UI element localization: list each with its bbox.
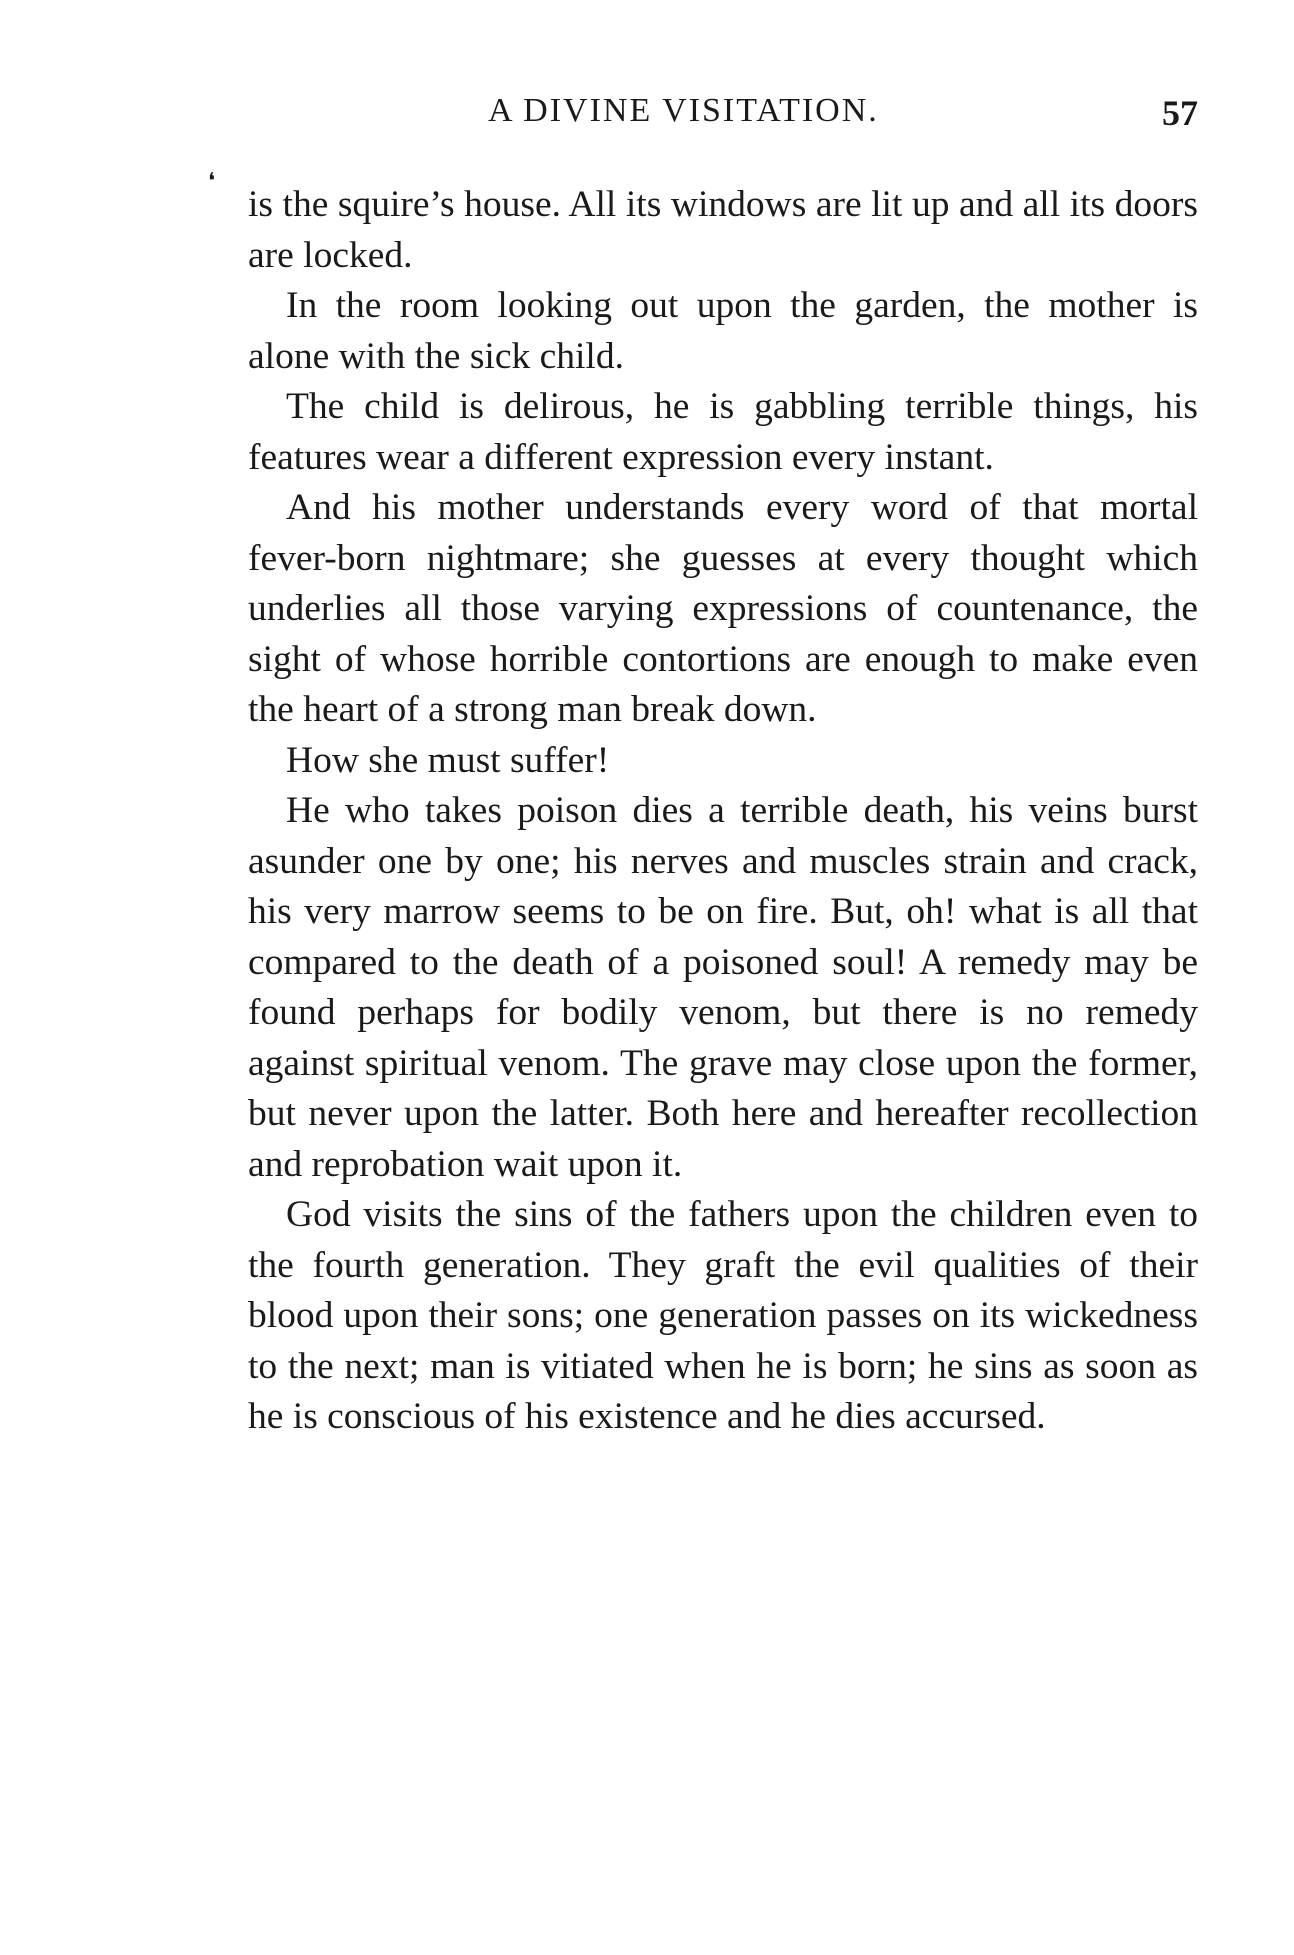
paragraph: In the room looking out upon the garden, the mother is alone with the sick child. <box>248 285 1198 377</box>
body-text <box>248 180 1198 1443</box>
stray-ink-mark: ❛ <box>208 168 216 193</box>
page-number: 57 <box>1162 93 1198 133</box>
paragraph: And his mother understands every word of that mortal fever-born nightmare; she guesses at every thought which underlies all those varying expressions of countenance, the sight of whose horrible contortions are enough to make even the heart of a strong man break down. <box>248 487 1198 730</box>
paragraph: The child is delirous, he is gabbling terrible things, his features wear a different expression every instant. <box>248 386 1198 478</box>
paragraph: is the squire’s house. All its windows are lit up and all its doors are locked. <box>248 184 1198 276</box>
paragraph: God visits the sins of the fathers upon the children even to the fourth generation. They graft the evil qualities of their blood upon their sons; one generation passes on its wickedness to the next; man is vitiated when he is born; he sins as soon as he is conscious of his existence and he dies accursed. <box>248 1194 1198 1437</box>
paragraph: He who takes poison dies a terrible death, his veins burst asunder one by one; his nerves and muscles strain and crack, his very marrow seems to be on fire. But, oh! what is all that compared to the death of a poisoned soul! A remedy may be found perhaps for bodily venom, but there is no remedy against spiritual venom. The grave may close upon the former, but never upon the latter. Both here and hereafter recollection and reprobation wait upon it. <box>248 790 1198 1185</box>
paragraph: How she must suffer! <box>286 739 610 781</box>
running-title: A DIVINE VISITATION. <box>488 92 879 129</box>
page-header <box>248 92 1198 152</box>
